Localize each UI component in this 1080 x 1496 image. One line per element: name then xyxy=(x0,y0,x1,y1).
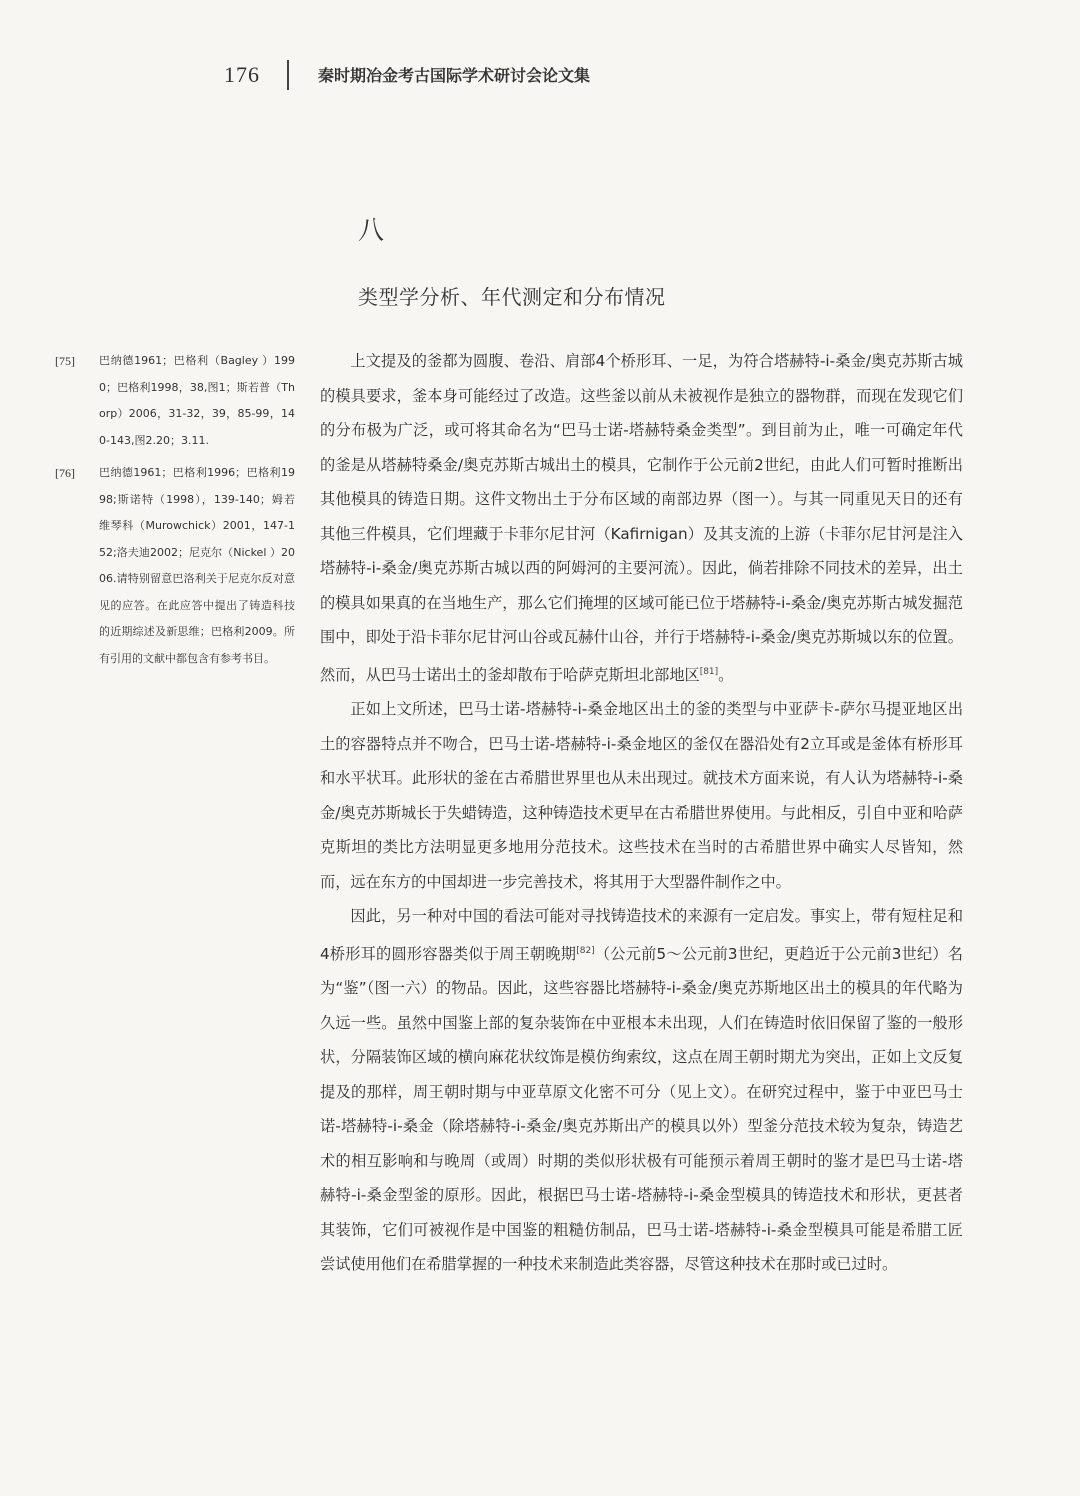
footnote-ref: [82] xyxy=(576,945,595,956)
page-number: 176 xyxy=(224,62,260,87)
sidenote xyxy=(55,460,295,672)
sidenotes xyxy=(55,348,295,678)
sidenote-text: 巴纳德1961；巴格利（Bagley ）1990；巴格利1998，38,图1；斯若普（Thorp）2006，31-32，39，85-99，140-143,图2.20；3.11. xyxy=(99,354,295,447)
paragraph xyxy=(320,899,963,1282)
paragraph-text: 上文提及的釜都为圆腹、卷沿、肩部4个桥形耳、一足，为符合塔赫特-i-桑金/奥克苏斯古城的模具要求，釜本身可能经过了改造。这些釜以前从未被视作是独立的器物群，而现在发现它们的分布极为广泛，或可将其命名为“巴马士诺-塔赫特桑金类型”。到目前为止，唯一可确定年代的釜是从塔赫特桑金/奥克苏斯古城出土的模具，它制作于公元前2世纪，由此人们可暂时推断出其他模具的铸造日期。这件文物出土于分布区域的南部边界（图一）。与其一同重见天日的还有其他三件模具，它们埋藏于卡菲尔尼甘河（Kafirnigan）及其支流的上游（卡菲尔尼甘河是注入塔赫特-i-桑金/奥克苏斯古城以西的阿姆河的主要河流）。因此，倘若排除不同技术的差异，出土的模具如果真的在当地生产，那么它们掩埋的区域可能已位于塔赫特-i-桑金/奥克苏斯古城发掘范围中，即处于沿卡菲尔尼甘河山谷或瓦赫什山谷，并行于塔赫特-i-桑金/奥克苏斯城以东的位置。然而，从巴马士诺出土的釜却散布于哈萨克斯坦北部地区 xyxy=(320,352,963,684)
section-title: 类型学分析、年代测定和分布情况 xyxy=(358,285,666,309)
paragraph-text: 因此，另一种对中国的看法可能对寻找铸造技术的来源有一定启发。事实上，带有短柱足和4桥形耳的圆形容器类似于周王朝晚期 xyxy=(320,907,963,963)
paragraph: 正如上文所述，巴马士诺-塔赫特-i-桑金地区出土的釜的类型与中亚萨卡-萨尔马提亚地区出土的容器特点并不吻合，巴马士诺-塔赫特-i-桑金地区的釜仅在器沿处有2立耳或是釜体有桥形耳和水平状耳。此形状的釜在古希腊世界里也从未出现过。就技术方面来说，有人认为塔赫特-i-桑金/奥克苏斯城长于失蜡铸造，这种铸造技术更早在古希腊世界使用。与此相反，引自中亚和哈萨克斯坦的类比方法明显更多地用分范技术。这些技术在当时的古希腊世界中确实人尽皆知，然而，远在东方的中国却进一步完善技术，将其用于大型器件制作之中。 xyxy=(320,700,963,891)
paragraph-text: （公元前5～公元前3世纪，更趋近于公元前3世纪）名为“鉴”（图一六）的物品。因此，这些容器比塔赫特-i-桑金/奥克苏斯地区出土的模具的年代略为久远一些。虽然中国鉴上部的复杂装饰在中亚根本未出现，人们在铸造时依旧保留了鉴的一般形状，分隔装饰区域的横向麻花状纹饰是模仿绚索纹，这点在周王朝时期尤为突出，正如上文反复提及的那样，周王朝时期与中亚草原文化密不可分（见上文）。在研究过程中，鉴于中亚巴马士诺-塔赫特-i-桑金（除塔赫特-i-桑金/奥克苏斯出产的模具以外）型釜分范技术较为复杂，铸造艺术的相互影响和与晚周（或周）时期的类似形状极有可能预示着周王朝时的鉴才是巴马士诺-塔赫特-i-桑金型釜的原形。因此，根据巴马士诺-塔赫特-i-桑金型模具的铸造技术和形状，更甚者其装饰，它们可被视作是中国鉴的粗糙仿制品，巴马士诺-塔赫特-i-桑金型模具可能是希腊工匠尝试使用他们在希腊掌握的一种技术来制造此类容器，尽管这种技术在那时或已过时。 xyxy=(320,944,963,1274)
running-title: 秦时期冶金考古国际学术研讨会论文集 xyxy=(318,66,591,85)
paragraph-text: 。 xyxy=(718,665,734,684)
sidenote-text: 巴纳德1961；巴格利1996；巴格利1998;斯诺特（1998），139-140；姆若维琴科（Murowchick）2001，147-152;洛夫迪2002；尼克尔（Nickel ）2006.请特别留意巴洛利关于尼克尔反对意见的应答。在此应答中提出了铸造科技的近期综述及新思维；巴格利2009。所有引用的文献中都包含有参考书目。 xyxy=(99,466,295,665)
section-number: 八 xyxy=(358,216,385,246)
footnote-ref: [81] xyxy=(699,666,719,677)
paragraph xyxy=(320,344,963,692)
body-text xyxy=(320,344,963,1282)
sidenote xyxy=(55,348,295,454)
sidenote-number: [76] xyxy=(55,466,75,480)
sidenote-number: [75] xyxy=(55,354,75,368)
header-divider xyxy=(287,60,289,90)
page-header xyxy=(0,60,1080,96)
